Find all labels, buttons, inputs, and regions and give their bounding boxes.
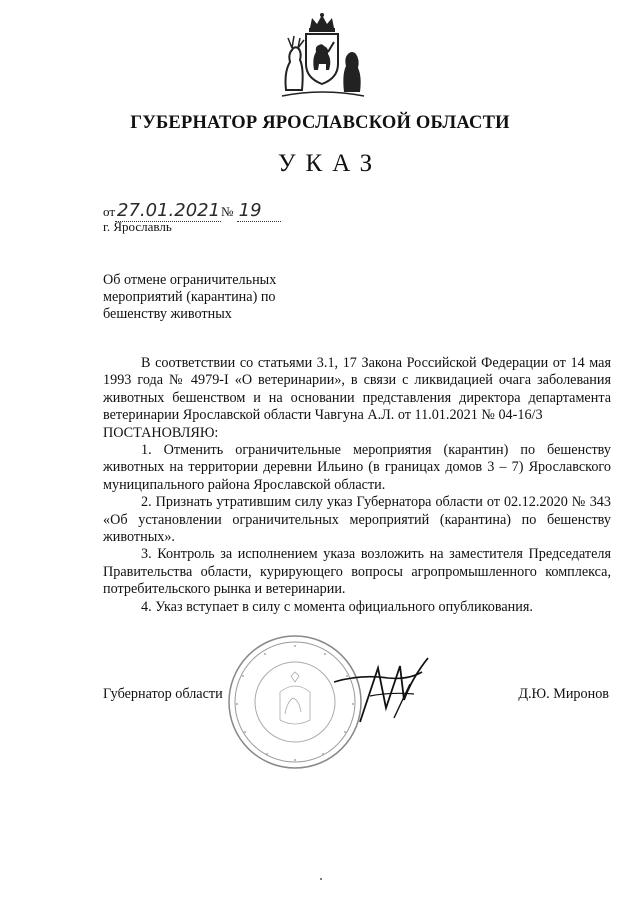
subject-line: Об отмене ограничительных (103, 272, 277, 288)
document-number: 19 (237, 200, 281, 222)
handwritten-signature-icon (330, 648, 440, 728)
document-subject (103, 272, 343, 323)
coat-of-arms-icon (272, 12, 372, 102)
subject-line: бешенству животных (103, 306, 232, 322)
subject-line: мероприятий (карантина) по (103, 289, 276, 305)
number-prefix: № (221, 204, 234, 219)
document-date: 27.01.2021 (117, 200, 221, 221)
decree-item: 4. Указ вступает в силу с момента официального опубликования. (141, 598, 533, 615)
signatory-name: Д.Ю. Миронов (518, 686, 609, 702)
date-prefix: от (103, 204, 116, 219)
decree-word: ПОСТАНОВЛЯЮ: (103, 424, 219, 441)
decree-item: 1. Отменить ограничительные мероприятия (карантин) по бешенству животных на территории деревни Ильино (в границах домов 3 – 7) Ярославского муниципального района Ярославской области. (103, 442, 611, 493)
signatory-position: Губернатор области (103, 686, 223, 702)
decree-item: 3. Контроль за исполнением указа возложить на заместителя Председателя Правительства области, курирующего вопросы агропромышленного комплекса, потребительского рынка и ветеринарии. (103, 546, 611, 598)
header-title: ГУБЕРНАТОР ЯРОСЛАВСКОЙ ОБЛАСТИ (130, 113, 510, 133)
page-mark (320, 878, 322, 880)
document-type: УКАЗ (277, 150, 383, 177)
city: г. Ярославль (103, 219, 172, 234)
preamble: В соответствии со статьями 3.1, 17 Закона Российской Федерации от 14 мая 1993 года № 4979-I «О ветеринарии», в связи с ликвидацией очага заболевания животных бешенством и на основании представления директора департамента ветеринарии Ярославской области Чавгуна А.Л. от 11.01.2021 № 04-16/3 (103, 355, 611, 424)
document-body (103, 355, 611, 616)
decree-item: 2. Признать утратившим силу указ Губернатора области от 02.12.2020 № 343 «Об установлении ограничительных мероприятий (карантина) по бешенству животных». (103, 494, 611, 546)
